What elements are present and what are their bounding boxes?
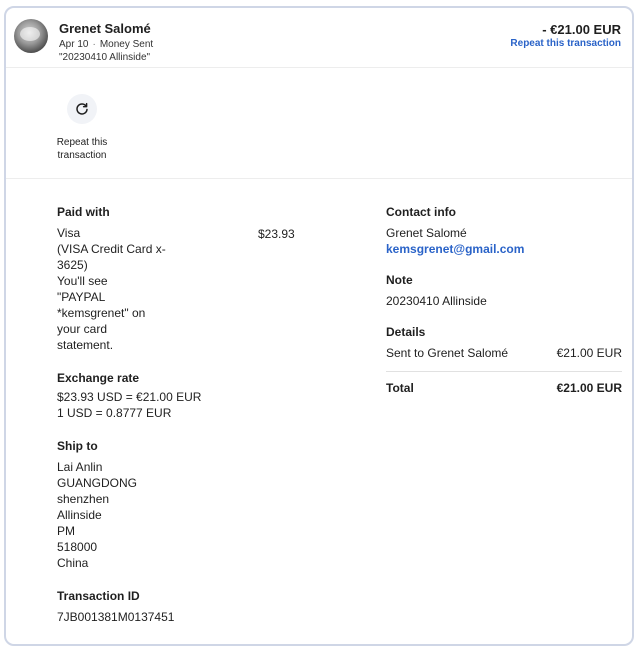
details-total-label: Total <box>386 381 414 395</box>
left-column <box>57 205 257 625</box>
transaction-id-title: Transaction ID <box>57 589 140 603</box>
exchange-rate-line2: 1 USD = 0.8777 EUR <box>57 406 172 420</box>
details-total-amount: €21.00 EUR <box>556 381 622 395</box>
transaction-card <box>4 6 634 646</box>
transaction-date: Apr 10 <box>59 39 89 50</box>
repeat-transaction-button[interactable] <box>52 94 112 162</box>
separator-dot: · <box>92 39 96 50</box>
transaction-id-value: 7JB001381M0137451 <box>57 610 175 624</box>
repeat-transaction-label: Repeat this transaction <box>56 137 108 161</box>
paid-with-title: Paid with <box>57 205 110 219</box>
details-divider <box>386 371 622 372</box>
details-total-row <box>386 380 622 396</box>
transaction-meta <box>59 39 153 50</box>
paid-amount: $23.93 <box>258 227 295 241</box>
right-column <box>386 205 622 396</box>
details-title: Details <box>386 325 426 339</box>
contact-name: Grenet Salomé <box>386 226 467 240</box>
exchange-rate-title: Exchange rate <box>57 371 140 385</box>
transaction-memo: "20230410 Allinside" <box>59 52 151 63</box>
details-section <box>386 325 622 396</box>
ship-to-address: Lai Anlin GUANGDONG shenzhen Allinside PM 518000 China <box>57 460 138 570</box>
transaction-amount: - €21.00 EUR <box>542 22 621 37</box>
note-title: Note <box>386 273 413 287</box>
paid-with-details: Visa (VISA Credit Card x- 3625) You'll see "PAYPAL *kemsgrenet" on your card statement. <box>57 226 166 352</box>
ship-to-title: Ship to <box>57 439 98 453</box>
contact-section <box>386 205 622 257</box>
exchange-rate-section <box>57 371 257 421</box>
contact-email-link[interactable]: kemsgrenet@gmail.com <box>386 242 525 256</box>
recipient-name: Grenet Salomé <box>59 21 151 36</box>
refresh-icon[interactable] <box>67 94 97 124</box>
note-text: 20230410 Allinside <box>386 294 487 308</box>
ship-to-section <box>57 439 257 571</box>
transaction-type: Money Sent <box>99 39 154 50</box>
details-sent-amount: €21.00 EUR <box>556 346 622 360</box>
transaction-id-section <box>57 589 257 625</box>
exchange-rate-line1: $23.93 USD = €21.00 EUR <box>57 390 202 404</box>
details-sent-row <box>386 345 622 361</box>
paid-with-section <box>57 205 257 353</box>
note-section <box>386 273 622 309</box>
section-divider <box>6 178 632 179</box>
avatar <box>14 19 48 53</box>
transaction-header <box>6 8 632 68</box>
repeat-transaction-link[interactable]: Repeat this transaction <box>510 38 621 49</box>
details-sent-label: Sent to Grenet Salomé <box>386 346 509 360</box>
contact-title: Contact info <box>386 205 456 219</box>
header-divider <box>6 67 632 68</box>
